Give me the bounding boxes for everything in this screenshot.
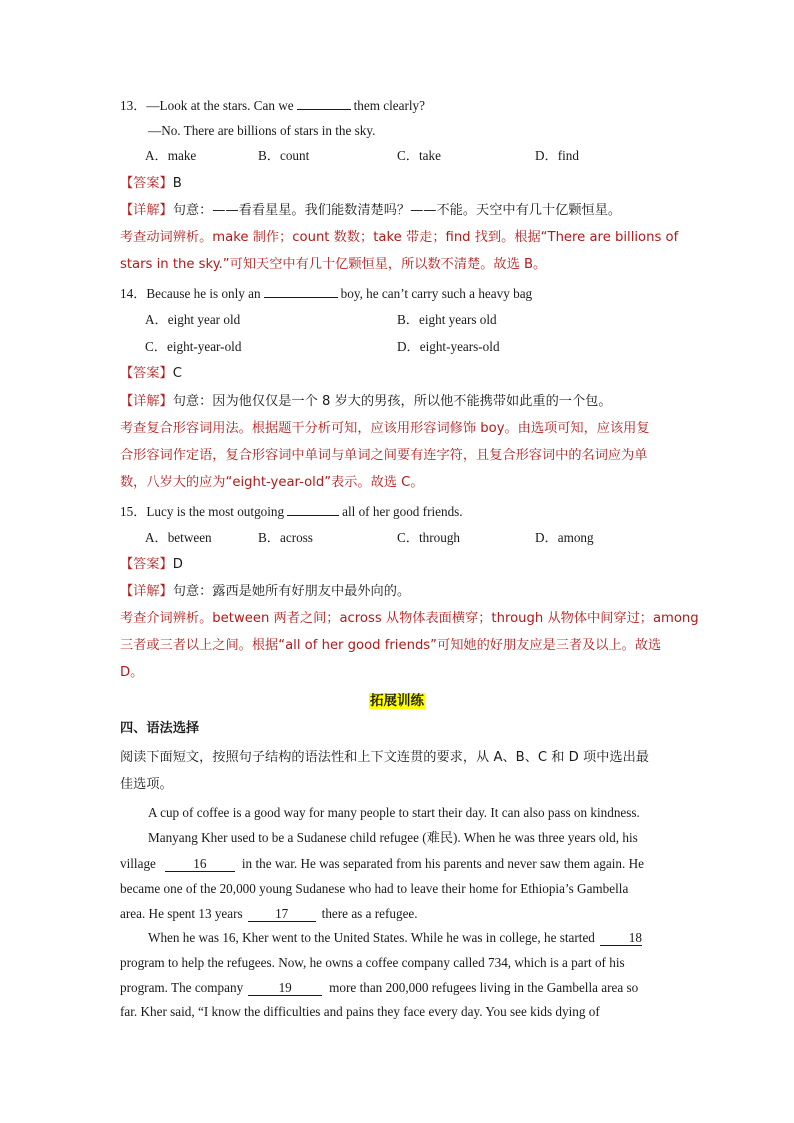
passage-paragraph-3-line-1 <box>148 929 645 947</box>
question-13-detail-2: 考查动词辨析。make 制作；count 数数；take 带走；find 找到。根据“There are billions of <box>120 230 679 245</box>
passage-text: there as a refugee. <box>321 906 418 921</box>
question-14-option-d: D．eight-years-old <box>397 339 500 354</box>
detail-label: 【详解】 <box>120 394 173 409</box>
question-14-detail-3: 合形容词作定语，复合形容词中单词与单词之间要有连字符，且复合形容词中的名词应为单 <box>120 448 648 463</box>
detail-text: 句意：因为他仅仅是一个 8 岁大的男孩，所以他不能携带如此重的一个包。 <box>172 394 612 409</box>
passage-text: in the war. He was separated from his parents and never saw them again. He <box>241 856 644 871</box>
question-13-option-d: D．find <box>535 148 579 163</box>
question-14-stem-end: boy, he can’t carry such a heavy bag <box>340 286 533 301</box>
answer-value: C <box>172 366 182 381</box>
question-13-blank <box>297 96 351 110</box>
passage-text: more than 200,000 refugees living in the Gambella area so <box>329 980 639 995</box>
detail-label: 【详解】 <box>120 584 173 599</box>
passage-text: area. He spent 13 years <box>120 906 243 921</box>
instruction-line-2: 佳选项。 <box>120 777 173 792</box>
answer-value: D <box>172 557 183 572</box>
question-15-option-d: D．among <box>535 530 594 545</box>
section-heading <box>0 692 794 710</box>
blank-17: 17 <box>248 907 316 922</box>
answer-label: 【答案】 <box>120 176 173 191</box>
blank-19: 19 <box>248 981 322 996</box>
passage-paragraph-3-line-3 <box>120 979 638 997</box>
passage-paragraph-3-line-2: program to help the refugees. Now, he owns a coffee company called 734, which is a part of his <box>120 955 625 970</box>
question-14-stem-start: 14．Because he is only an <box>120 286 261 301</box>
question-15-answer <box>120 556 183 574</box>
question-15-blank <box>287 502 339 516</box>
answer-label: 【答案】 <box>120 557 173 572</box>
question-15-option-c: C．through <box>397 530 461 545</box>
question-14-answer <box>120 365 182 383</box>
question-14-detail-2: 考查复合形容词用法。根据题干分析可知，应该用形容词修饰 boy。由选项可知，应该用复 <box>120 421 650 436</box>
question-14-stem <box>120 284 532 303</box>
question-13-stem-start: 13．—Look at the stars. Can we <box>120 98 294 113</box>
question-13-option-a: A．make <box>145 148 197 163</box>
question-13-stem <box>120 96 425 115</box>
passage-paragraph-2-line-1: Manyang Kher used to be a Sudanese child refugee (难民). When he was three years old, his <box>148 830 638 845</box>
question-13-detail-3: stars in the sky.”可知天空中有几十亿颗恒星，所以数不清楚。故选 B。 <box>120 257 547 272</box>
question-13-option-c: C．take <box>397 148 441 163</box>
passage-text: program. The company <box>120 980 244 995</box>
question-13-detail-1 <box>120 202 621 220</box>
detail-text: 句意：——看看星星。我们能数清楚吗？——不能。天空中有几十亿颗恒星。 <box>172 203 622 218</box>
passage-text: When he was 16, Kher went to the United States. While he was in college, he started <box>148 930 595 945</box>
question-13-answer <box>120 175 182 193</box>
question-14-option-a: A．eight year old <box>145 312 241 327</box>
question-15-option-a: A．between <box>145 530 212 545</box>
passage-paragraph-1: A cup of coffee is a good way for many people to start their day. It can also pass on kindness. <box>148 805 640 820</box>
question-15-stem-start: 15．Lucy is the most outgoing <box>120 504 285 519</box>
answer-label: 【答案】 <box>120 366 173 381</box>
blank-16: 16 <box>165 857 235 872</box>
question-15-detail-4: D。 <box>120 665 144 680</box>
question-14-option-c: C．eight-year-old <box>145 339 242 354</box>
question-13-option-b: B．count <box>258 148 310 163</box>
question-15-stem-end: all of her good friends. <box>342 504 463 519</box>
question-13-stem-end: them clearly? <box>353 98 426 113</box>
question-14-detail-1 <box>120 393 612 411</box>
question-15-stem <box>120 502 463 521</box>
passage-paragraph-3-line-4: far. Kher said, “I know the difficulties and pains they face every day. You see kids dying of <box>120 1004 600 1019</box>
question-14-detail-4: 数，八岁大的应为“eight-year-old”表示。故选 C。 <box>120 475 424 490</box>
question-15-detail-2: 考查介词辨析。between 两者之间；across 从物体表面横穿；through 从物体中间穿过；among <box>120 611 699 626</box>
question-15-detail-1 <box>120 583 410 601</box>
detail-label: 【详解】 <box>120 203 173 218</box>
question-14-blank <box>264 284 338 298</box>
passage-paragraph-2-line-4 <box>120 905 418 923</box>
detail-text: 句意：露西是她所有好朋友中最外向的。 <box>172 584 411 599</box>
instruction-line-1: 阅读下面短文，按照句子结构的语法性和上下文连贯的要求，从 A、B、C 和 D 项中选出最 <box>120 750 649 765</box>
passage-paragraph-2-line-2 <box>120 855 644 873</box>
section-heading-text: 拓展训练 <box>370 693 424 709</box>
question-14-option-b: B．eight years old <box>397 312 497 327</box>
passage-text: village <box>120 856 156 871</box>
part-title: 四、语法选择 <box>120 721 200 736</box>
passage-paragraph-2-line-3: became one of the 20,000 young Sudanese who had to leave their home for Ethiopia’s Gambella <box>120 881 629 896</box>
blank-18: 18 <box>600 931 642 946</box>
answer-value: B <box>172 176 182 191</box>
question-13-reply: —No. There are billions of stars in the sky. <box>148 123 376 138</box>
question-15-detail-3: 三者或三者以上之间。根据“all of her good friends”可知她的好朋友应是三者及以上。故选 <box>120 638 662 653</box>
question-15-option-b: B．across <box>258 530 313 545</box>
